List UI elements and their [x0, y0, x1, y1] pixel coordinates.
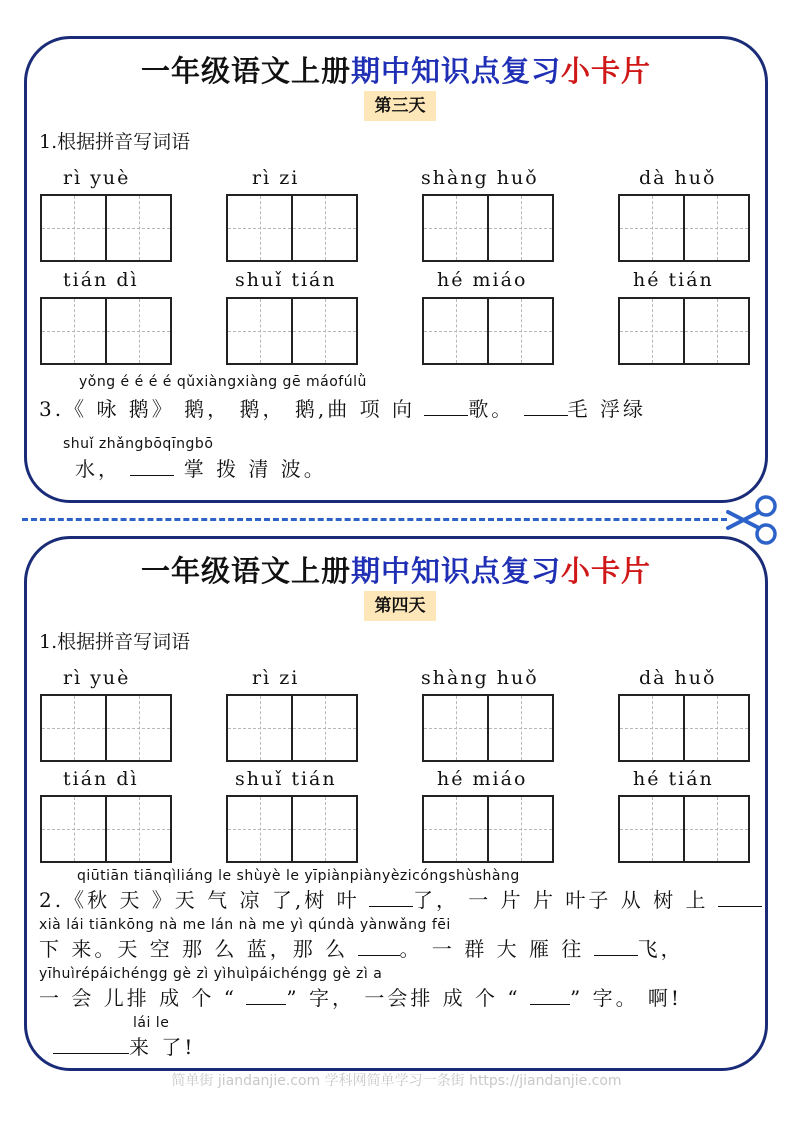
poem-text: 歌。: [468, 397, 515, 421]
grid-cell[interactable]: [422, 694, 489, 762]
pinyin-label: rì yuè: [63, 667, 131, 689]
writing-grid[interactable]: [618, 795, 750, 861]
grid-cell[interactable]: [40, 194, 107, 262]
grid-cell[interactable]: [40, 795, 107, 863]
grid-cell[interactable]: [618, 694, 685, 762]
passage-text: ” 字， 一会排 成 个 “: [286, 986, 521, 1010]
pinyin-label: tián dì: [63, 768, 139, 790]
grid-cell[interactable]: [107, 694, 172, 762]
writing-grid[interactable]: [226, 694, 358, 760]
writing-grid[interactable]: [40, 297, 172, 363]
grid-cell[interactable]: [226, 795, 293, 863]
answer-blank[interactable]: [524, 397, 568, 416]
grid-cell[interactable]: [685, 694, 750, 762]
pinyin-label: hé tián: [633, 768, 714, 790]
writing-grid[interactable]: [40, 795, 172, 861]
grid-cell[interactable]: [685, 297, 750, 365]
pinyin-label: shàng huǒ: [421, 667, 539, 689]
pinyin-label: shuǐ tián: [235, 768, 337, 790]
answer-blank[interactable]: [530, 986, 570, 1005]
answer-blank[interactable]: [594, 937, 638, 956]
passage-text: 来 了!: [129, 1035, 196, 1059]
answer-blank[interactable]: [369, 888, 413, 907]
passage-text: 下 来。天 空 那 么 蓝，那 么: [39, 937, 349, 961]
answer-blank[interactable]: [53, 1035, 129, 1054]
passage-text: 飞，: [637, 937, 684, 961]
grid-cell[interactable]: [40, 694, 107, 762]
title-part-black: 一年级语文上册: [140, 54, 351, 88]
review-card-day4: [24, 536, 768, 1071]
passage-pinyin-line: xià lái tiānkōng nà me lán nà me yì qúndà yànwǎng fēi: [39, 917, 451, 933]
answer-blank[interactable]: [358, 937, 400, 956]
grid-cell[interactable]: [489, 795, 554, 863]
writing-grid[interactable]: [618, 194, 750, 260]
day-label: 第四天: [364, 591, 436, 621]
passage-text-line: [39, 933, 684, 962]
title-part-blue: 期中知识点复习: [350, 554, 561, 588]
grid-cell[interactable]: [293, 194, 358, 262]
grid-cell[interactable]: [618, 297, 685, 365]
grid-cell[interactable]: [107, 297, 172, 365]
title-part-red: 小卡片: [561, 54, 652, 88]
passage-text-line: [39, 982, 682, 1011]
title-part-blue: 期中知识点复习: [350, 54, 561, 88]
pinyin-label: tián dì: [63, 269, 139, 291]
passage-pinyin-line: qiūtiān tiānqìliáng le shùyè le yīpiànpiànyèzicóngshùshàng: [77, 868, 520, 884]
answer-blank[interactable]: [130, 457, 174, 476]
poem-text: 掌 拨 清 波。: [183, 457, 327, 481]
grid-cell[interactable]: [618, 194, 685, 262]
answer-blank[interactable]: [246, 986, 286, 1005]
writing-grid[interactable]: [226, 194, 358, 260]
writing-grid[interactable]: [422, 297, 554, 363]
passage-pinyin-line: yīhuìrépáichéngg gè zì yìhuìpáichéngg gè zì a: [39, 966, 383, 982]
grid-cell[interactable]: [293, 694, 358, 762]
cut-line: [22, 518, 727, 521]
passage-pinyin-line: lái le: [133, 1015, 170, 1031]
poem-text: 水，: [75, 457, 121, 481]
writing-grid[interactable]: [226, 795, 358, 861]
card-title: [27, 49, 765, 90]
grid-cell[interactable]: [226, 194, 293, 262]
pinyin-label: hé miáo: [437, 269, 528, 291]
pinyin-label: shàng huǒ: [421, 167, 539, 189]
answer-blank[interactable]: [424, 397, 468, 416]
poem-text: 3.《 咏 鹅》 鹅， 鹅， 鹅,曲 项 向: [39, 397, 415, 421]
poem-pinyin-line: shuǐ zhǎngbōqīngbō: [63, 436, 214, 452]
writing-grid[interactable]: [422, 795, 554, 861]
pinyin-label: rì zi: [252, 167, 300, 189]
title-part-black: 一年级语文上册: [140, 554, 351, 588]
watermark-footer: 简单街 jiandanjie.com 学科网简单学习一条街 https://jiandanjie.com: [171, 1073, 622, 1089]
grid-cell[interactable]: [226, 297, 293, 365]
poem-text: 毛 浮绿: [567, 397, 647, 421]
pinyin-label: rì yuè: [63, 167, 131, 189]
day-label: 第三天: [364, 91, 436, 121]
passage-text: ” 字。 啊!: [569, 986, 682, 1010]
passage-text: 了， 一 片 片 叶子 从 树 上: [412, 888, 709, 912]
grid-cell[interactable]: [226, 694, 293, 762]
writing-grid[interactable]: [618, 297, 750, 363]
writing-grid[interactable]: [618, 694, 750, 760]
poem-text-line: [75, 453, 327, 482]
question-1-heading: 1.根据拼音写词语: [39, 131, 191, 153]
passage-text: 2.《秋 天 》天 气 凉 了,树 叶: [39, 888, 360, 912]
grid-cell[interactable]: [422, 194, 489, 262]
pinyin-label: hé tián: [633, 269, 714, 291]
grid-cell[interactable]: [489, 694, 554, 762]
grid-cell[interactable]: [422, 297, 489, 365]
grid-cell[interactable]: [685, 795, 750, 863]
pinyin-label: shuǐ tián: [235, 269, 337, 291]
grid-cell[interactable]: [40, 297, 107, 365]
writing-grid[interactable]: [226, 297, 358, 363]
question-1-heading: 1.根据拼音写词语: [39, 631, 191, 653]
grid-cell[interactable]: [293, 795, 358, 863]
grid-cell[interactable]: [422, 795, 489, 863]
writing-grid[interactable]: [40, 194, 172, 260]
passage-text: 。 一 群 大 雁 往: [399, 937, 585, 961]
passage-text-line: [39, 884, 762, 913]
pinyin-label: rì zi: [252, 667, 300, 689]
title-part-red: 小卡片: [561, 554, 652, 588]
grid-cell[interactable]: [618, 795, 685, 863]
pinyin-label: dà huǒ: [639, 167, 717, 189]
writing-grid[interactable]: [422, 194, 554, 260]
review-card-day3: [24, 36, 768, 503]
pinyin-label: dà huǒ: [639, 667, 717, 689]
poem-text-line: [39, 393, 646, 422]
grid-cell[interactable]: [107, 795, 172, 863]
grid-cell[interactable]: [107, 194, 172, 262]
writing-grid[interactable]: [422, 694, 554, 760]
grid-cell[interactable]: [489, 194, 554, 262]
passage-text-line: [53, 1031, 195, 1060]
pinyin-label: hé miáo: [437, 768, 528, 790]
grid-cell[interactable]: [685, 194, 750, 262]
answer-blank[interactable]: [718, 888, 762, 907]
grid-cell[interactable]: [293, 297, 358, 365]
card-title: [27, 549, 765, 590]
poem-pinyin-line: yǒng é é é é qǔxiàngxiàng gē máofúlǜ: [79, 374, 367, 390]
grid-cell[interactable]: [489, 297, 554, 365]
writing-grid[interactable]: [40, 694, 172, 760]
passage-text: 一 会 儿排 成 个 “: [39, 986, 238, 1010]
